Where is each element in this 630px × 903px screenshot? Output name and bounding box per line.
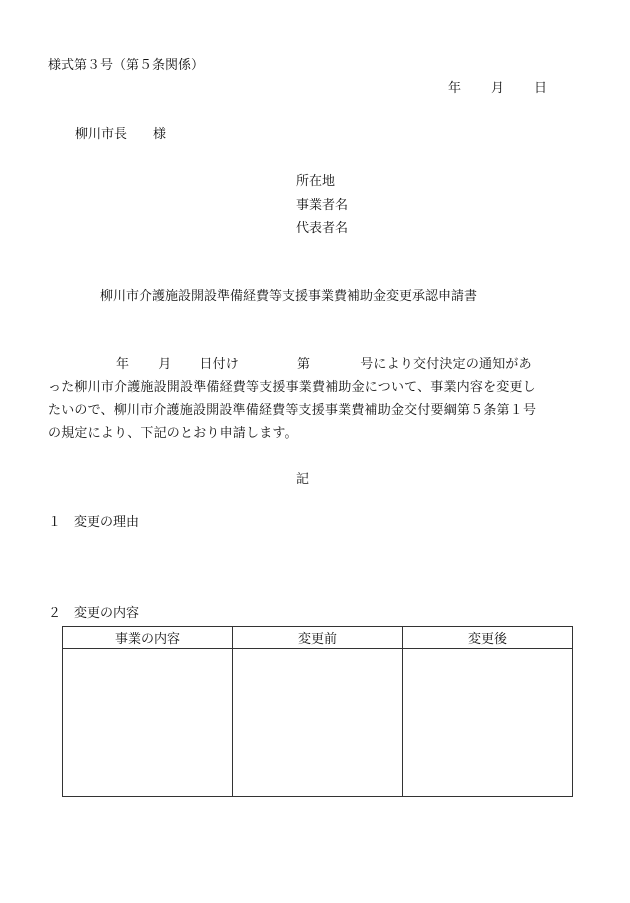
document-title: 柳川市介護施設開設準備経費等支援事業費補助金変更承認申請書 bbox=[100, 289, 478, 304]
applicant-business-label: 事業者名 bbox=[296, 198, 349, 213]
table-cell-before[interactable] bbox=[233, 649, 403, 797]
addressee-name: 柳川市長 bbox=[75, 127, 128, 142]
body-month: 月 bbox=[158, 357, 172, 372]
ki-heading: 記 bbox=[296, 472, 310, 487]
change-content-table bbox=[62, 626, 573, 797]
section-content bbox=[48, 606, 139, 622]
addressee bbox=[75, 127, 166, 143]
body-line1-rest: 号により交付決定の通知があ bbox=[360, 357, 532, 372]
section-reason bbox=[48, 515, 139, 531]
table-header-row bbox=[63, 627, 573, 649]
section-reason-label: 変更の理由 bbox=[74, 515, 140, 530]
date-month-label: 月 bbox=[491, 81, 505, 96]
table-row bbox=[63, 649, 573, 797]
form-number: 様式第３号（第５条関係） bbox=[48, 58, 205, 73]
table-header-before: 変更前 bbox=[233, 627, 403, 649]
date-year-label: 年 bbox=[448, 81, 462, 96]
table-header-business-content: 事業の内容 bbox=[63, 627, 233, 649]
section-content-label: 変更の内容 bbox=[74, 606, 140, 621]
body-line-1 bbox=[48, 353, 568, 376]
body-line-4: の規定により、下記のとおり申請します。 bbox=[48, 426, 298, 441]
body-dated: 日付け bbox=[199, 357, 240, 372]
date-day-label: 日 bbox=[534, 81, 548, 96]
section-reason-number: １ bbox=[48, 515, 62, 530]
table-cell-after[interactable] bbox=[403, 649, 573, 797]
applicant-address-label: 所在地 bbox=[296, 174, 336, 189]
body-line-2: った柳川市介護施設開設準備経費等支援事業費補助金について、事業内容を変更し bbox=[48, 380, 536, 395]
addressee-honorific: 様 bbox=[153, 127, 167, 142]
body-line-3: たいので、柳川市介護施設開設準備経費等支援事業費補助金交付要綱第５条第１号 bbox=[48, 403, 537, 418]
body-year: 年 bbox=[116, 357, 130, 372]
body-dai: 第 bbox=[297, 357, 311, 372]
table-header-after: 変更後 bbox=[403, 627, 573, 649]
body-paragraph bbox=[48, 353, 568, 445]
section-content-number: ２ bbox=[48, 606, 62, 621]
table-cell-business-content[interactable] bbox=[63, 649, 233, 797]
applicant-representative-label: 代表者名 bbox=[296, 221, 349, 236]
date-line bbox=[448, 81, 547, 97]
